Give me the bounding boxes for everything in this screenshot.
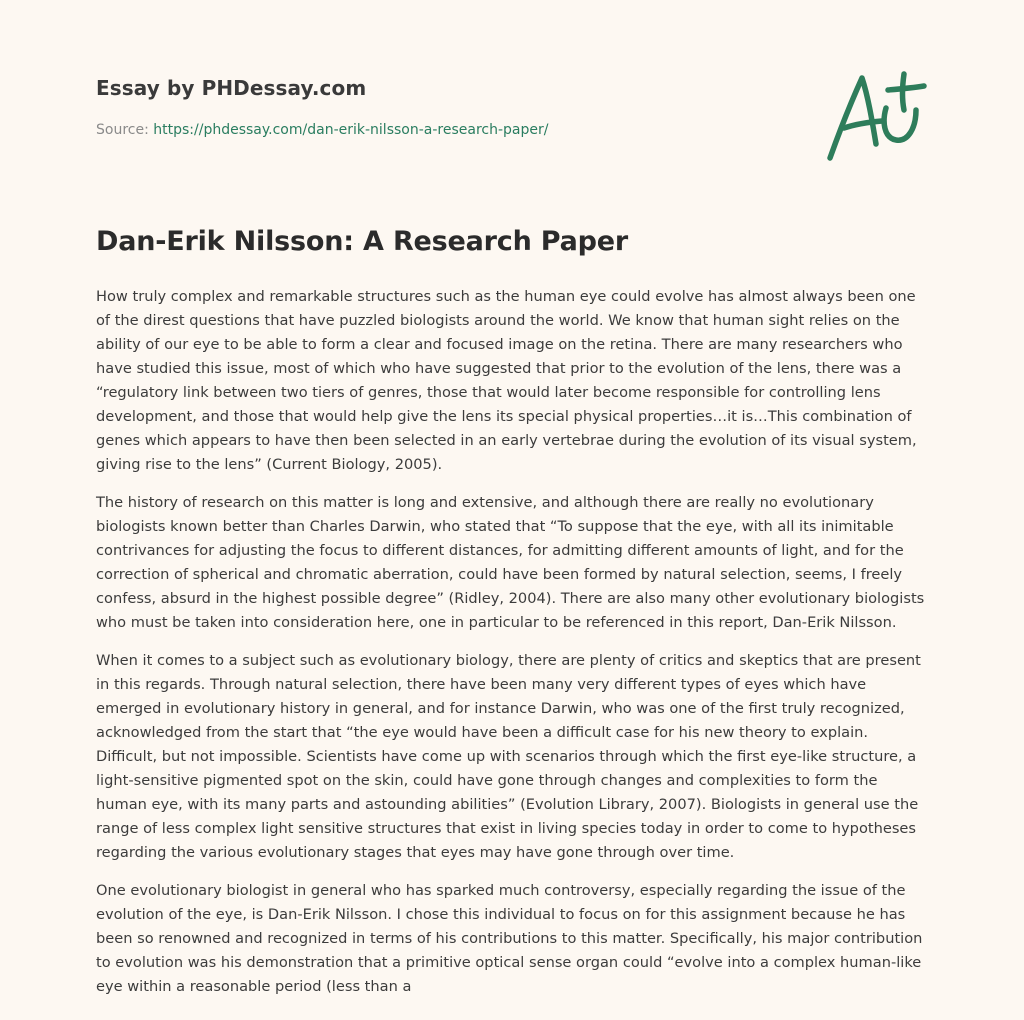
a-plus-logo-icon — [822, 66, 934, 166]
paragraph: When it comes to a subject such as evolutionary biology, there are plenty of critics and skeptics that are present in this regards. Through natural selection, there have been many very different types of eyes which have emerged in evolutionary history in general, and for instance Darwin, who was one of the first truly recognized, acknowledged from the start that “the eye would have been a difficult case for his new theory to explain. Difficult, but not impossible. Scientists have come up with scenarios through which the first eye-like structure, a light-sensitive pigmented spot on the skin, could have gone through changes and complexities to form the human eye, with its many parts and astounding abilities” (Evolution Library, 2007). Biologists in general use the range of less complex light sensitive structures that exist in living species today in order to come to hypotheses regarding the various evolutionary stages that eyes may have gone through over time. — [96, 652, 921, 861]
paragraph: The history of research on this matter is long and extensive, and although there are really no evolutionary biologists known better than Charles Darwin, who stated that “To suppose that the eye, with all its inimitable contrivances for adjusting the focus to different distances, for admitting different amounts of light, and for the correction of spherical and chromatic aberration, could have been formed by natural selection, seems, I freely confess, absurd in the highest possible degree” (Ridley, 2004). There are also many other evolutionary biologists who must be taken into consideration here, one in particular to be referenced in this report, Dan-Erik Nilsson. — [96, 494, 925, 631]
essay-body — [96, 285, 930, 1013]
source-link[interactable]: https://phdessay.com/dan-erik-nilsson-a-research-paper/ — [153, 122, 549, 138]
paragraph: One evolutionary biologist in general who has sparked much controversy, especially regarding the issue of the evolution of the eye, is Dan-Erik Nilsson. I chose this individual to focus on for this assignment because he has been so renowned and recognized in terms of his contributions to this matter. Specifically, his major contribution to evolution was his demonstration that a primitive optical sense organ could “evolve into a complex human-like eye within a reasonable period (less than a — [96, 882, 923, 995]
source-line — [96, 122, 796, 138]
essay-title: Dan-Erik Nilsson: A Research Paper — [96, 226, 629, 257]
paragraph: How truly complex and remarkable structures such as the human eye could evolve has almost always been one of the direst questions that have puzzled biologists around the world. We know that human sight relies on the ability of our eye to be able to form a clear and focused image on the retina. There are many researchers who have studied this issue, most of which who have suggested that prior to the evolution of the lens, there was a “regulatory link between two tiers of genres, those that would later become responsible for controlling lens development, and those that would help give the lens its special physical properties…it is…This combination of genes which appears to have then been selected in an early vertebrae during the evolution of its visual system, giving rise to the lens” (Current Biology, 2005). — [96, 288, 917, 473]
site-brand: Essay by PHDessay.com — [96, 76, 367, 100]
page-header — [96, 76, 796, 138]
source-label: Source: — [96, 122, 154, 138]
